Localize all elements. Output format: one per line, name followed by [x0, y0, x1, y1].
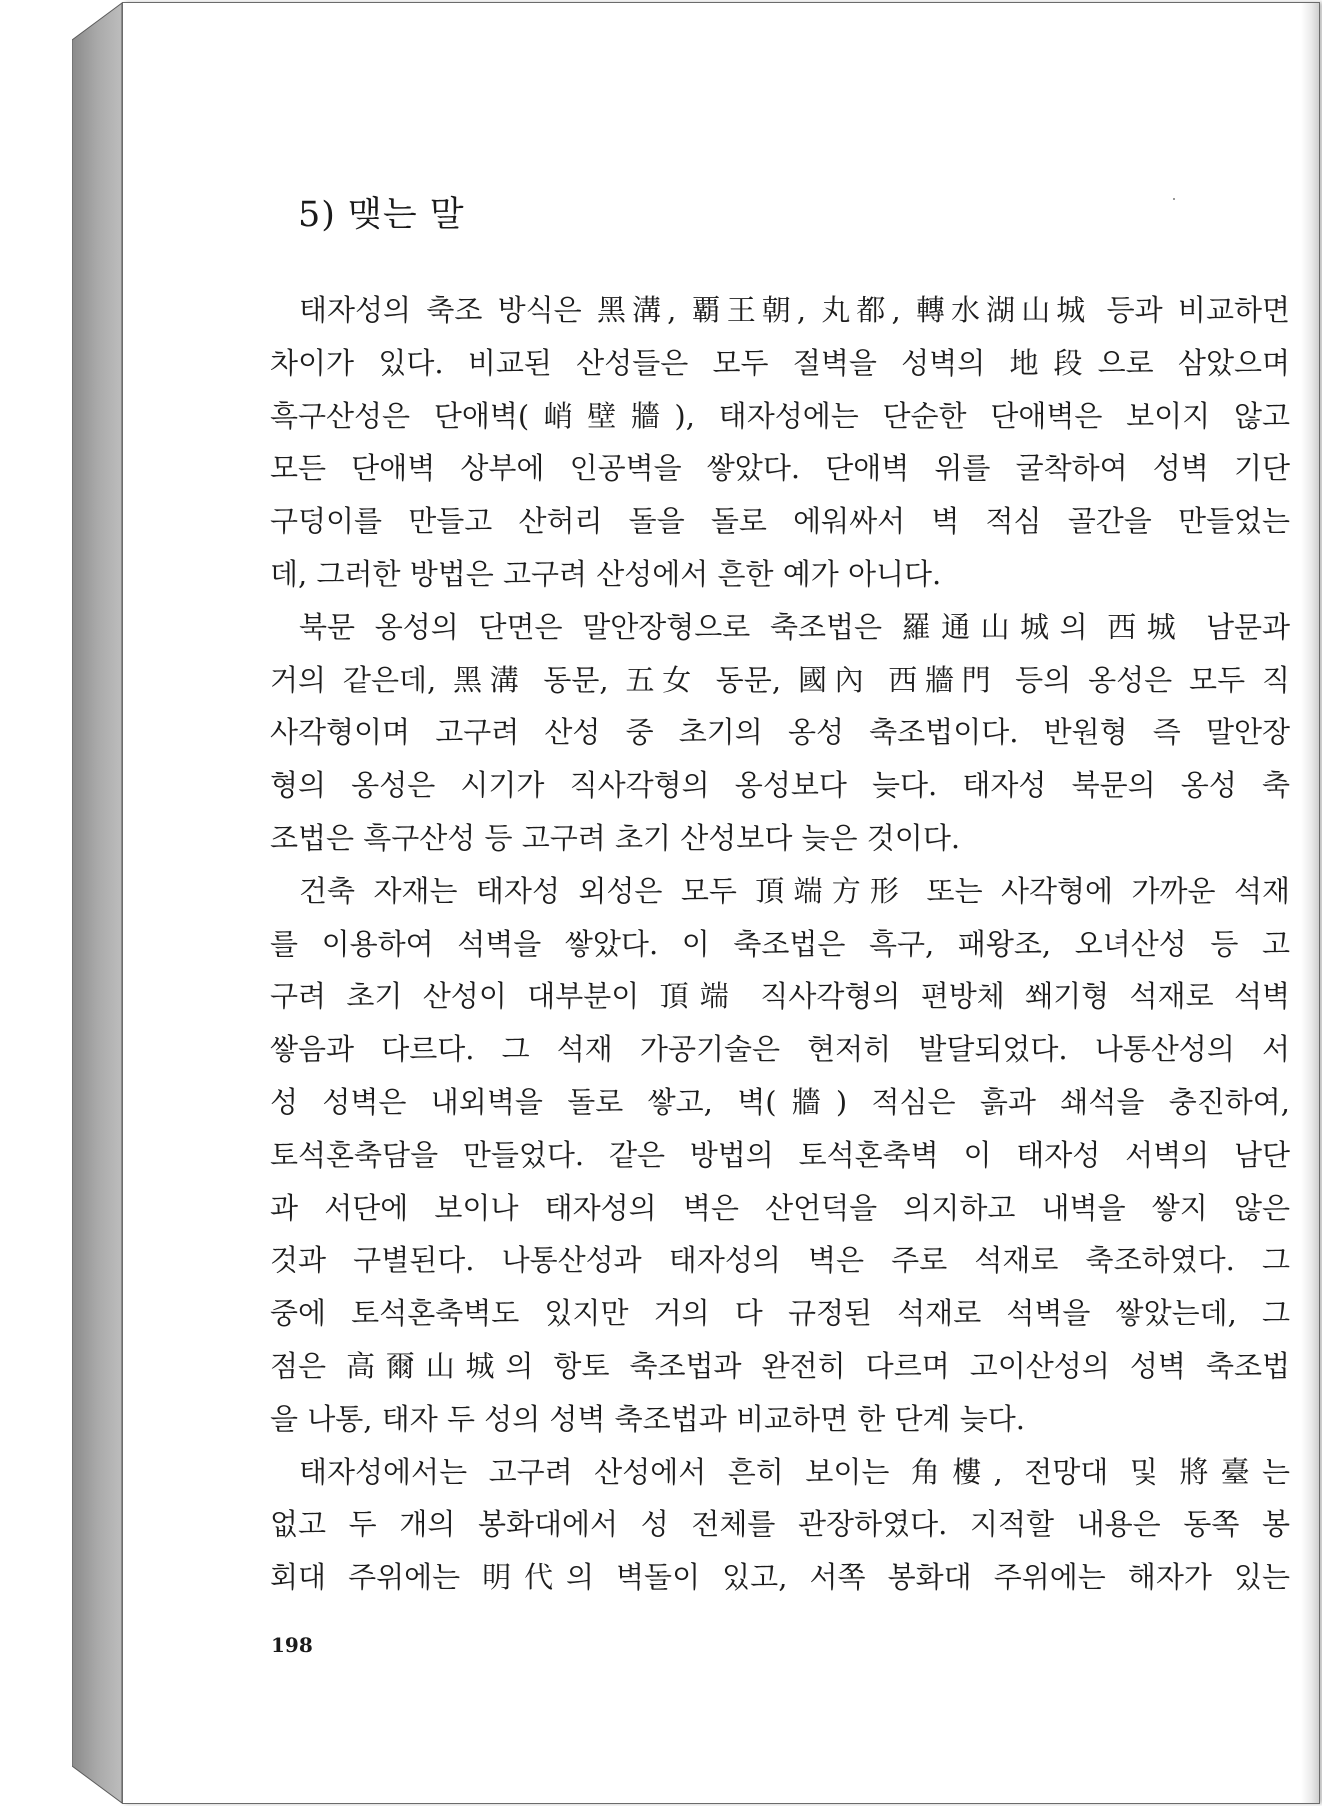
- text-line: 사각형이며 고구려 산성 중 초기의 옹성 축조법이다. 반원형 즉 말안장: [270, 715, 1290, 750]
- text-line: 데, 그러한 방법은 고구려 산성에서 흔한 예가 아니다.: [270, 556, 942, 591]
- text-line: 구덩이를 만들고 산허리 돌을 돌로 에워싸서 벽 적심 골간을 만들었는: [270, 504, 1290, 539]
- text-line: 태자성에서는 고구려 산성에서 흔히 보이는 角樓, 전망대 및 將臺는: [299, 1454, 1290, 1489]
- text-line: 구려 초기 산성이 대부분이 頂端 직사각형의 편방체 쐐기형 석재로 석벽: [270, 979, 1290, 1014]
- text-line: 중에 토석혼축벽도 있지만 거의 다 규정된 석재로 석벽을 쌓았는데, 그: [270, 1296, 1290, 1331]
- text-line: 북문 옹성의 단면은 말안장형으로 축조법은 羅通山城의 西城 남문과: [299, 609, 1290, 644]
- body-text: [270, 284, 1290, 1604]
- text-line: 토석혼축담을 만들었다. 같은 방법의 토석혼축벽 이 태자성 서벽의 남단: [270, 1137, 1290, 1172]
- text-line: 조법은 흑구산성 등 고구려 초기 산성보다 늦은 것이다.: [270, 820, 961, 855]
- book-spine: [72, 0, 124, 1806]
- text-line: 쌓음과 다르다. 그 석재 가공기술은 현저히 발달되었다. 나통산성의 서: [270, 1032, 1290, 1067]
- text-line: 차이가 있다. 비교된 산성들은 모두 절벽을 성벽의 地段으로 삼았으며: [270, 345, 1290, 380]
- text-line: 모든 단애벽 상부에 인공벽을 쌓았다. 단애벽 위를 굴착하여 성벽 기단: [270, 451, 1290, 486]
- scan-speck: [1173, 198, 1175, 200]
- text-line: 점은 高爾山城의 항토 축조법과 완전히 다르며 고이산성의 성벽 축조법: [270, 1348, 1290, 1383]
- text-line: 과 서단에 보이나 태자성의 벽은 산언덕을 의지하고 내벽을 쌓지 않은: [270, 1190, 1290, 1225]
- text-line: 것과 구별된다. 나통산성과 태자성의 벽은 주로 석재로 축조하였다. 그: [270, 1243, 1290, 1278]
- text-line: 없고 두 개의 봉화대에서 성 전체를 관장하였다. 지적할 내용은 동쪽 봉: [270, 1507, 1290, 1542]
- text-line: 형의 옹성은 시기가 직사각형의 옹성보다 늦다. 태자성 북문의 옹성 축: [270, 768, 1290, 803]
- text-line: 를 이용하여 석벽을 쌓았다. 이 축조법은 흑구, 패왕조, 오녀산성 등 고: [270, 926, 1290, 961]
- text-line: 을 나통, 태자 두 성의 성벽 축조법과 비교하면 한 단계 늦다.: [270, 1401, 1025, 1436]
- book-page: [122, 2, 1320, 1804]
- text-line: 태자성의 축조 방식은 黑溝, 覇王朝, 丸都, 轉水湖山城 등과 비교하면: [299, 293, 1290, 327]
- text-line: 건축 자재는 태자성 외성은 모두 頂端方形 또는 사각형에 가까운 석재: [299, 873, 1290, 908]
- page-edge: [1301, 3, 1319, 1803]
- text-line: 흑구산성은 단애벽(峭壁牆), 태자성에는 단순한 단애벽은 보이지 않고: [270, 398, 1290, 433]
- text-line: 거의 같은데, 黑溝 동문, 五女 동문, 國內 西牆門 등의 옹성은 모두 직: [270, 662, 1290, 697]
- text-line: 회대 주위에는 明代의 벽돌이 있고, 서쪽 봉화대 주위에는 해자가 있는: [270, 1560, 1290, 1595]
- section-heading: 5) 맺는 말: [298, 195, 465, 235]
- page-number: 198: [271, 1633, 313, 1657]
- text-line: 성 성벽은 내외벽을 돌로 쌓고, 벽(牆) 적심은 흙과 쇄석을 충진하여,: [270, 1084, 1290, 1119]
